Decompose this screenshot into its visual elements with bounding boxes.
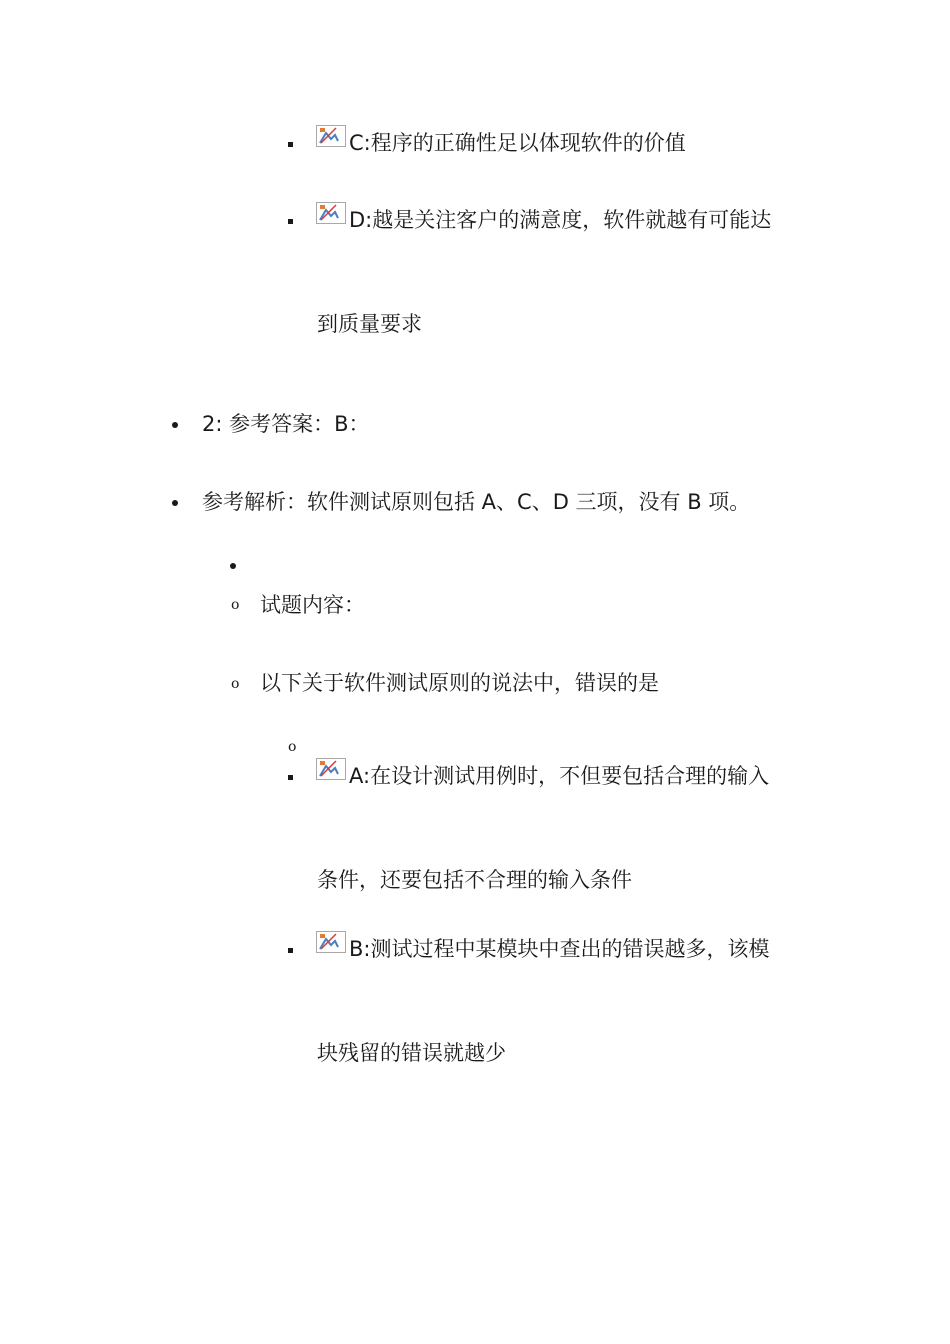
question-label: 试题内容： xyxy=(260,593,365,617)
list-bullet-square xyxy=(288,142,293,147)
list-bullet-circle: o xyxy=(231,676,240,692)
list-bullet-dot xyxy=(172,422,178,428)
reference-answer: 2: 参考答案：B： xyxy=(202,412,370,436)
option-a-text-line1: A:在设计测试用例时，不但要包括合理的输入 xyxy=(349,764,770,788)
list-bullet-dot xyxy=(172,500,178,506)
list-bullet-square xyxy=(288,775,293,780)
option-b-text-line1: B:测试过程中某模块中查出的错误越多，该模 xyxy=(349,937,770,961)
broken-image-icon xyxy=(316,758,346,780)
list-bullet-square xyxy=(288,948,293,953)
broken-image-icon xyxy=(316,125,346,147)
reference-analysis: 参考解析：软件测试原则包括 A、C、D 三项，没有 B 项。 xyxy=(202,490,751,514)
option-a-text-line2: 条件，还要包括不合理的输入条件 xyxy=(317,868,632,892)
list-bullet-square xyxy=(288,219,293,224)
option-d-text-line1: D:越是关注客户的满意度，软件就越有可能达 xyxy=(349,208,772,232)
list-bullet-circle: o xyxy=(231,597,240,613)
option-b-text-line2: 块残留的错误就越少 xyxy=(317,1041,506,1065)
option-d-text-line2: 到质量要求 xyxy=(317,312,422,336)
list-bullet-dot xyxy=(230,563,236,569)
broken-image-icon xyxy=(316,931,346,953)
list-bullet-circle: o xyxy=(288,739,297,755)
option-c-text: C:程序的正确性足以体现软件的价值 xyxy=(349,131,686,155)
broken-image-icon xyxy=(316,202,346,224)
question-text: 以下关于软件测试原则的说法中，错误的是 xyxy=(260,671,659,695)
